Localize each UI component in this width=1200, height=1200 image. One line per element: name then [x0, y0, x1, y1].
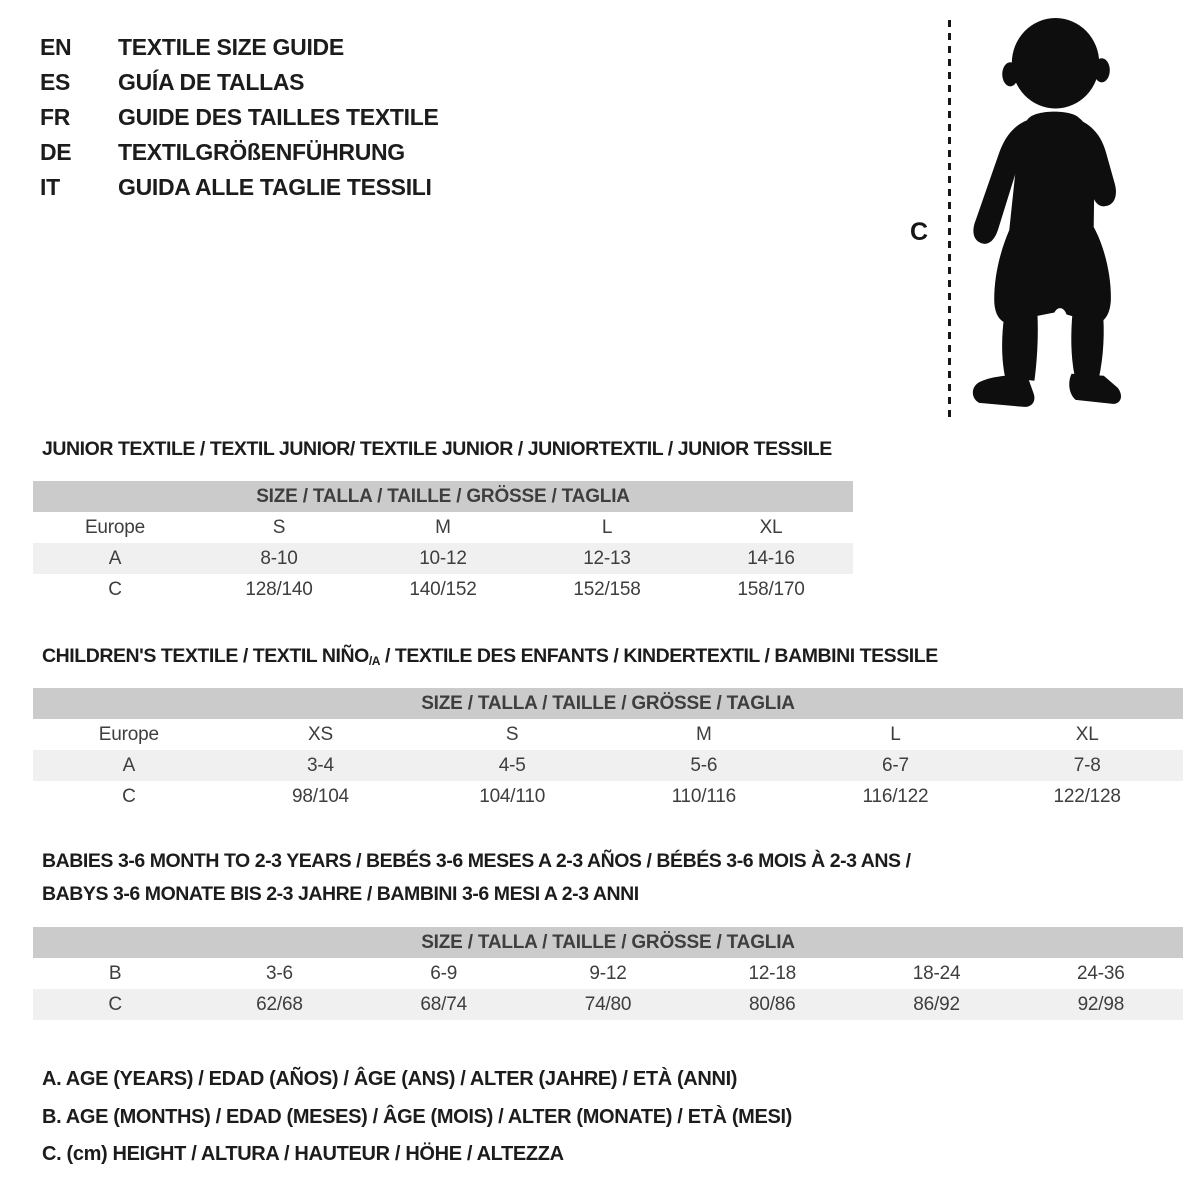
size-value-cell: 4-5 — [416, 750, 608, 781]
table-row — [33, 574, 853, 605]
size-value-cell: 6-9 — [430, 962, 458, 984]
row-label: C — [122, 785, 136, 807]
language-row — [40, 30, 439, 65]
section-title-junior — [33, 437, 853, 481]
size-value-cell: 158/170 — [737, 578, 805, 600]
size-value-cell: 3-6 — [265, 962, 293, 984]
table-body — [33, 927, 1183, 1020]
size-value-cell: 5-6 — [608, 750, 800, 781]
language-code: EN — [40, 34, 72, 60]
legend-line: B. AGE (MONTHS) / EDAD (MESES) / ÂGE (MOIS) / ALTER (MONATE) / ETÀ (MESI) — [42, 1105, 792, 1128]
section-title-line — [42, 644, 1183, 673]
size-value-cell: 86/92 — [854, 989, 1018, 1020]
size-value-cell: 98/104 — [292, 785, 349, 807]
title-part: JUNIOR TEXTILE / TEXTIL JUNIOR/ TEXTILE JUNIOR / JUNIORTEXTIL / JUNIOR TESSILE — [42, 438, 832, 460]
language-row — [40, 65, 439, 100]
size-value-cell: 10-12 — [361, 543, 525, 574]
size-value-cell: 68/74 — [362, 989, 526, 1020]
size-value-cell: 140/152 — [409, 578, 477, 600]
table-body — [33, 481, 853, 605]
size-value-cell: 104/110 — [479, 785, 546, 807]
size-header-bar: SIZE / TALLA / TAILLE / GRÖSSE / TAGLIA — [33, 688, 1183, 719]
size-value-cell: 12-18 — [748, 962, 797, 984]
size-header-bar: SIZE / TALLA / TAILLE / GRÖSSE / TAGLIA — [33, 927, 1183, 958]
size-table-children — [33, 688, 1183, 812]
table-row — [33, 512, 853, 543]
size-value-cell: 6-7 — [800, 750, 992, 781]
size-header-row — [33, 481, 853, 512]
size-value-cell: L — [890, 723, 901, 745]
legend — [42, 1068, 792, 1181]
size-value-cell: XL — [759, 516, 783, 538]
size-value-cell: S — [505, 723, 519, 745]
table-row — [33, 781, 1183, 812]
language-code: ES — [40, 69, 71, 95]
row-label: C — [108, 578, 122, 600]
size-value-cell: 24-36 — [1077, 962, 1125, 984]
table-row — [33, 543, 853, 574]
size-value-cell: M — [435, 516, 451, 538]
height-measure-dashed-line — [948, 20, 951, 418]
size-value-cell: 122/128 — [1053, 785, 1121, 807]
table-body — [33, 688, 1183, 812]
size-value-cell: 128/140 — [245, 578, 313, 600]
size-value-cell: XS — [308, 723, 333, 745]
row-label: B — [108, 962, 122, 984]
language-title: GUIDE DES TAILLES TEXTILE — [118, 104, 439, 130]
size-value-cell: 110/116 — [671, 785, 737, 807]
row-label: C — [33, 989, 197, 1020]
title-part: / TEXTILE DES ENFANTS / KINDERTEXTIL / BAMBINI TESSILE — [380, 645, 938, 667]
section-babies — [33, 845, 1183, 1020]
section-title-children — [33, 644, 1183, 688]
section-junior — [33, 437, 853, 605]
size-value-cell: 8-10 — [197, 543, 361, 574]
row-label: Europe — [98, 723, 159, 745]
language-title: GUÍA DE TALLAS — [118, 69, 305, 95]
size-header-bar: SIZE / TALLA / TAILLE / GRÖSSE / TAGLIA — [33, 481, 853, 512]
legend-line: A. AGE (YEARS) / EDAD (AÑOS) / ÂGE (ANS) / ALTER (JAHRE) / ETÀ (ANNI) — [42, 1068, 738, 1090]
size-value-cell: 9-12 — [589, 962, 627, 984]
size-header-row — [33, 927, 1183, 958]
size-value-cell: 18-24 — [912, 962, 961, 984]
section-children — [33, 644, 1183, 812]
size-value-cell: 116/122 — [862, 785, 929, 807]
size-value-cell: S — [272, 516, 286, 538]
language-row — [40, 100, 439, 135]
title-part: BABIES 3-6 MONTH TO 2-3 YEARS / BEBÉS 3-6 MESES A 2-3 AÑOS / BÉBÉS 3-6 MOIS À 2-3 ANS / — [42, 850, 911, 872]
title-part: /A — [368, 654, 380, 669]
language-row — [40, 135, 439, 170]
size-header-row — [33, 688, 1183, 719]
section-title-line — [42, 845, 1183, 878]
language-code: IT — [40, 174, 60, 200]
table-row — [33, 719, 1183, 750]
size-table-babies — [33, 927, 1183, 1020]
height-measure-label: C — [910, 218, 929, 246]
language-title: TEXTILE SIZE GUIDE — [118, 34, 344, 60]
table-row — [33, 958, 1183, 989]
size-table-junior — [33, 481, 853, 605]
size-value-cell: 152/158 — [573, 578, 641, 600]
size-value-cell: 7-8 — [991, 750, 1183, 781]
section-title-line — [42, 878, 1183, 911]
row-label: A — [33, 543, 197, 574]
baby-silhouette-icon — [963, 18, 1141, 420]
title-part: CHILDREN'S TEXTILE / TEXTIL NIÑO — [42, 645, 369, 667]
language-title: TEXTILGRÖßENFÜHRUNG — [118, 139, 405, 165]
size-value-cell: 14-16 — [689, 543, 853, 574]
table-row — [33, 989, 1183, 1020]
section-title-line — [42, 437, 853, 461]
language-code: FR — [40, 104, 71, 130]
size-value-cell: 74/80 — [526, 989, 690, 1020]
table-row — [33, 750, 1183, 781]
language-list — [40, 30, 439, 205]
language-code: DE — [40, 139, 72, 165]
size-value-cell: 12-13 — [525, 543, 689, 574]
legend-line: C. (cm) HEIGHT / ALTURA / HAUTEUR / HÖHE / ALTEZZA — [42, 1143, 564, 1165]
row-label: Europe — [84, 516, 146, 538]
size-value-cell: 3-4 — [225, 750, 417, 781]
size-value-cell: 80/86 — [690, 989, 854, 1020]
section-title-babies — [33, 845, 1183, 927]
language-title: GUIDA ALLE TAGLIE TESSILI — [118, 174, 432, 200]
row-label: A — [33, 750, 225, 781]
title-part: BABYS 3-6 MONATE BIS 2-3 JAHRE / BAMBINI 3-6 MESI A 2-3 ANNI — [42, 883, 639, 905]
language-row — [40, 170, 439, 205]
size-value-cell: XL — [1075, 723, 1099, 745]
size-value-cell: L — [601, 516, 613, 538]
size-value-cell: M — [695, 723, 712, 745]
size-value-cell: 92/98 — [1019, 989, 1183, 1020]
size-value-cell: 62/68 — [197, 989, 361, 1020]
